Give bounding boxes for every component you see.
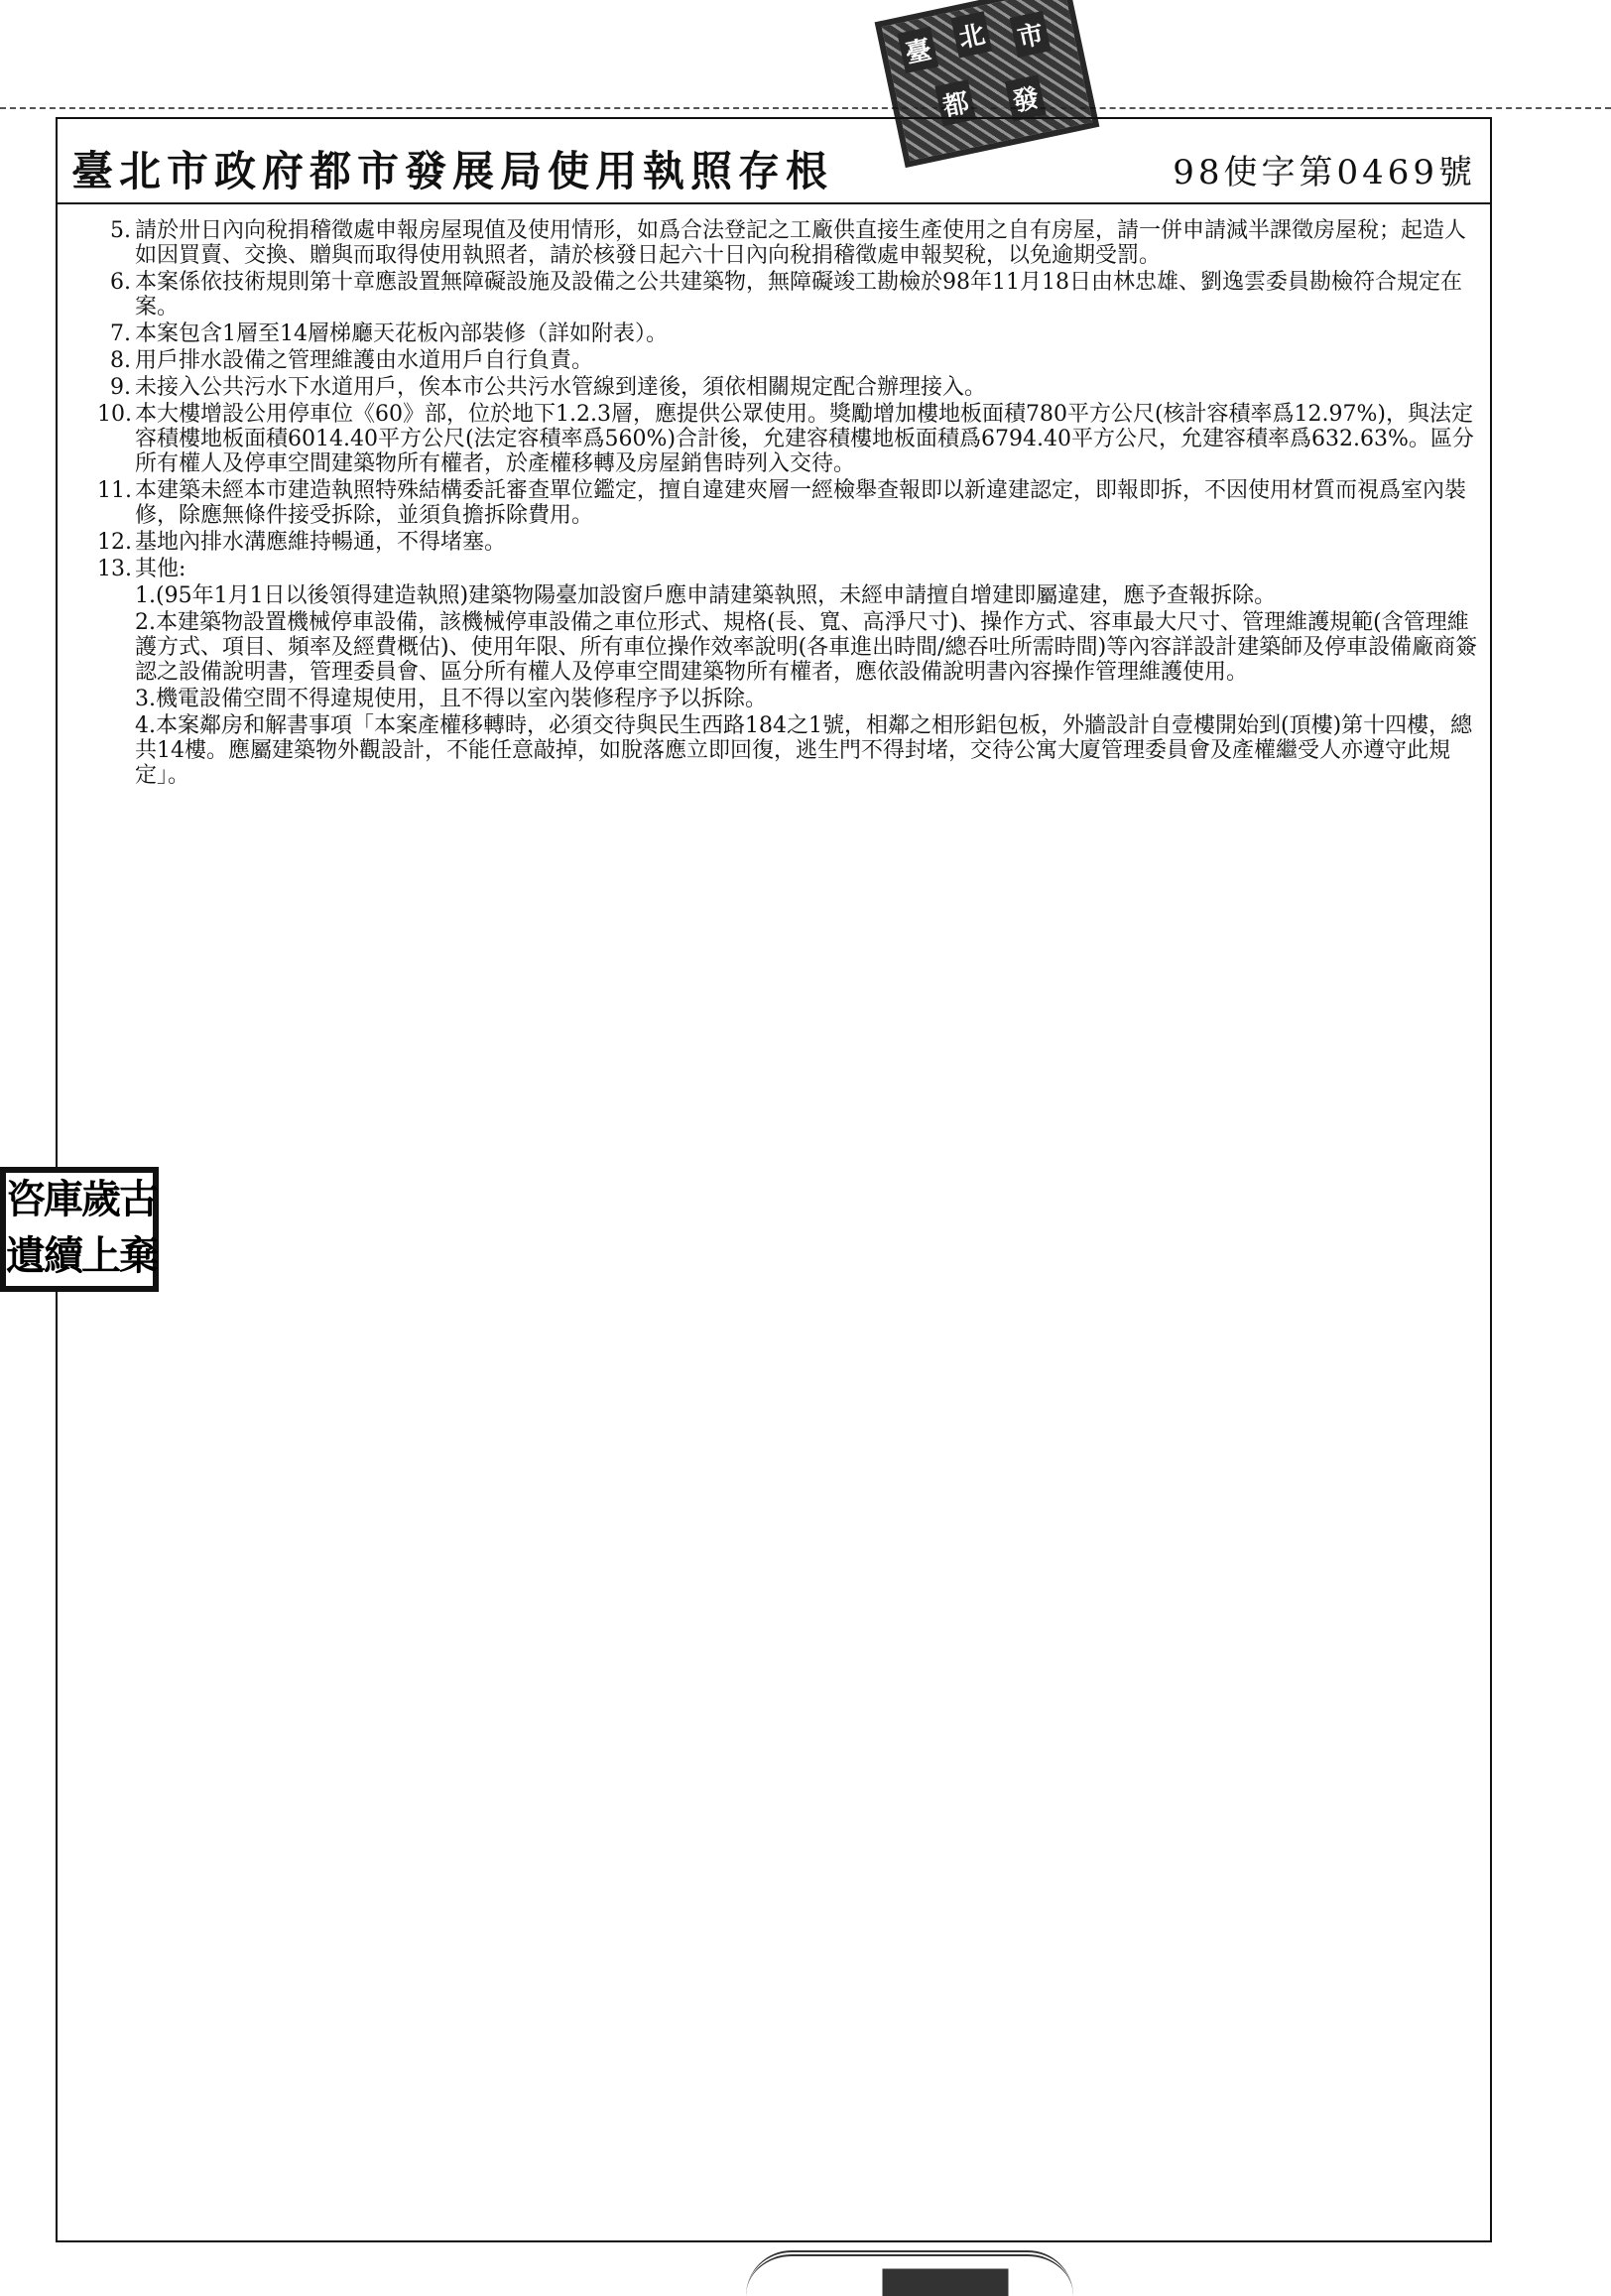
seal-top-char: 北 xyxy=(950,11,992,58)
note-number: 13. xyxy=(97,557,132,581)
document-title: 臺北市政府都市發展局使用執照存根 xyxy=(71,147,834,195)
seal-top-char: 市 xyxy=(1010,11,1052,58)
document-frame xyxy=(56,117,1492,2242)
seal-top-char: 臺 xyxy=(897,27,938,73)
note-item xyxy=(97,270,1486,319)
note-number: 5. xyxy=(110,218,131,243)
note-text: 本大樓增設公用停車位《60》部，位於地下1.2.3層，應提供公眾使用。獎勵增加樓地板面積780平方公尺(核計容積率爲12.97%)，與法定容積樓地板面積6014.40平方公尺(法定容積率爲560%)合計後，允建容積樓地板面積爲6794.40平方公尺，允建容積率爲632.63%。區分所有權人及停車空間建築物所有權者，於產權移轉及房屋銷售時列入交待。 xyxy=(135,402,1474,476)
note-text: 本案係依技術規則第十章應設置無障礙設施及設備之公共建築物，無障礙竣工勘檢於98年11月18日由林忠雄、劉逸雲委員勘檢符合規定在案。 xyxy=(135,270,1462,319)
sub-note: 4.本案鄰房和解書事項「本案產權移轉時，必須交待與民生西路184之1號，相鄰之相形鋁包板，外牆設計自壹樓開始到(頂樓)第十四樓，總共14樓。應屬建築物外觀設計，不能任意敲掉，如脫落應立即回復，逃生門不得封堵，交待公寓大廈管理委員會及產權繼受人亦遵守此規定」。 xyxy=(135,713,1473,788)
sub-note: 3.機電設備空間不得違規使用，且不得以室內裝修程序予以拆除。 xyxy=(135,687,767,711)
header-row xyxy=(58,119,1490,204)
sub-note: 2.本建築物設置機械停車設備，該機械停車設備之車位形式、規格(長、寬、高淨尺寸)、操作方式、容車最大尺寸、管理維護規範(含管理維護方式、項目、頻率及經費概估)、使用年限、所有車位操作效率說明(各車進出時間/總吞吐所需時間)等內容詳設計建築師及停車設備廠商簽認之設備說明書，管理委員會、區分所有權人及停車空間建築物所有權者，應依設備說明書內容操作管理維護使用。 xyxy=(135,610,1478,685)
seal-top-char: 都 xyxy=(934,79,976,126)
note-item xyxy=(97,557,1486,581)
note-number: 7. xyxy=(110,321,131,346)
seal-left-char: 歲 xyxy=(81,1176,119,1222)
seal-top-char: 發 xyxy=(1005,74,1047,121)
note-item xyxy=(97,478,1486,528)
note-number: 11. xyxy=(97,478,132,503)
note-text: 本建築未經本市建造執照特殊結構委託審查單位鑑定，擅自違建夾層一經檢舉查報即以新違建認定，即報即拆，不因使用材質而視爲室內裝修，除應無條件接受拆除，並須負擔拆除費用。 xyxy=(135,478,1467,528)
bottom-stamp-arc xyxy=(746,2250,1073,2296)
note-item xyxy=(97,530,1486,555)
note-number: 12. xyxy=(97,530,132,555)
seal-left-char: 棄 xyxy=(119,1232,157,1279)
note-text: 基地內排水溝應維持暢通，不得堵塞。 xyxy=(135,530,507,555)
note-text: 本案包含1層至14層梯廳天花板內部裝修（詳如附表）。 xyxy=(135,321,668,346)
note-text: 請於卅日內向稅捐稽徵處申報房屋現值及使用情形，如爲合法登記之工廠供直接生產使用之自有房屋，請一併申請減半課徵房屋稅；起造人如因買賣、交換、贈與而取得使用執照者，請於核發日起六十日內向稅捐稽徵處申報契稅，以免逾期受罰。 xyxy=(135,218,1467,268)
note-item xyxy=(97,321,1486,346)
seal-left-char: 咨 xyxy=(6,1176,44,1222)
note-number: 9. xyxy=(110,375,131,400)
note-number: 6. xyxy=(110,270,131,295)
seal-left-char: 古 xyxy=(119,1176,157,1222)
seal-left-char: 上 xyxy=(81,1232,119,1279)
note-text: 用戶排水設備之管理維護由水道用戶自行負責。 xyxy=(135,348,594,373)
note-number: 10. xyxy=(97,402,132,427)
seal-left-char: 庫 xyxy=(44,1176,81,1222)
notes-body xyxy=(97,218,1486,790)
permit-number: 98使字第0469號 xyxy=(1173,153,1476,192)
scan-dashed-line xyxy=(0,107,1611,109)
note-text: 未接入公共污水下水道用戶，俟本市公共污水管線到達後，須依相關規定配合辦理接入。 xyxy=(135,375,987,400)
note-item xyxy=(97,402,1486,476)
note-item xyxy=(97,375,1486,400)
sub-note: 1.(95年1月1日以後領得建造執照)建築物陽臺加設窗戶應申請建築執照，未經申請擅自增建即屬違建，應予查報拆除。 xyxy=(135,583,1277,608)
note-text: 其他: xyxy=(135,557,186,581)
official-seal-left xyxy=(0,1167,159,1292)
seal-left-char: 遺 xyxy=(6,1232,44,1279)
seal-left-char: 續 xyxy=(44,1232,81,1279)
note-item xyxy=(97,218,1486,268)
note-item xyxy=(97,348,1486,373)
note-number: 8. xyxy=(110,348,131,373)
